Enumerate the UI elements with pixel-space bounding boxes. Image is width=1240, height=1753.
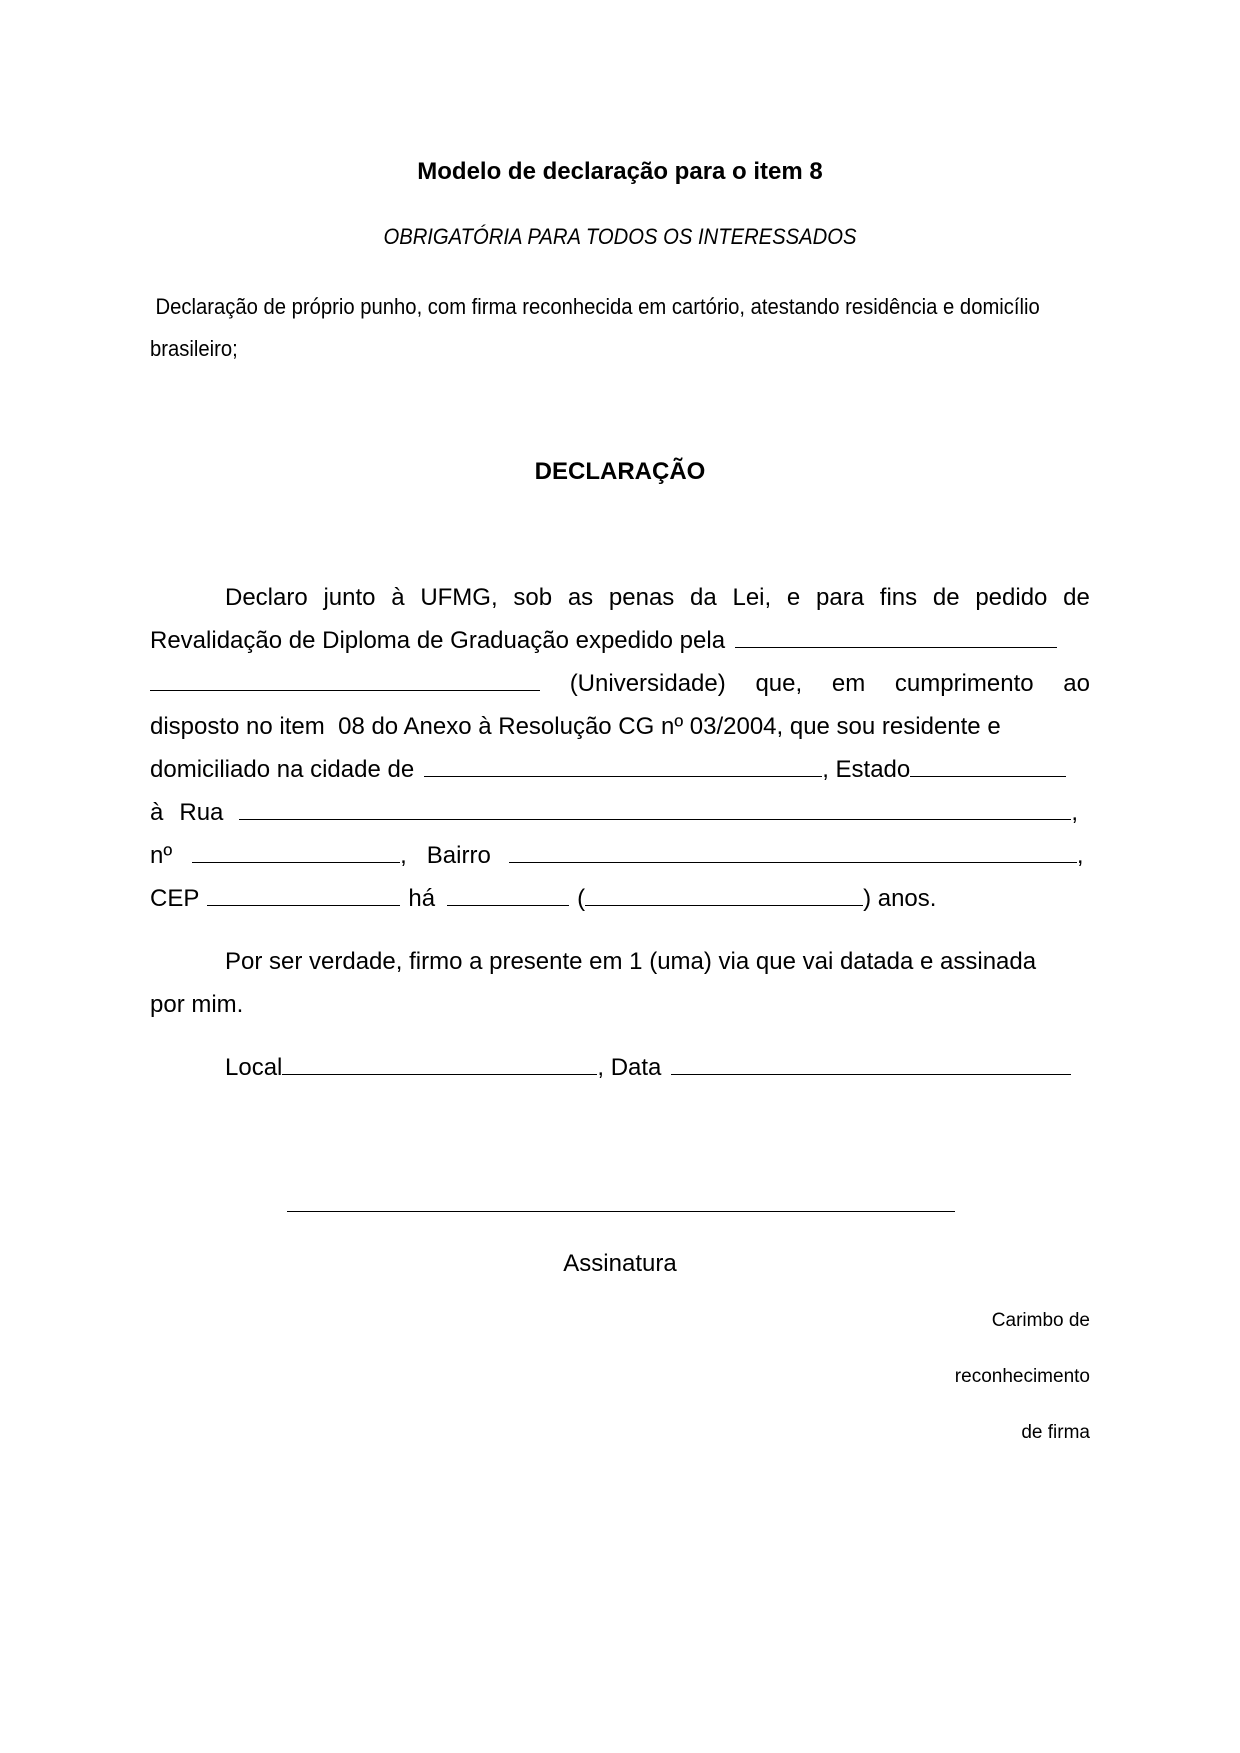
state-label: , Estado [822,756,911,783]
stamp-line-3: de firma [1021,1422,1090,1443]
word: da [690,584,717,611]
word: pedido [975,584,1048,611]
paragraph-2-line-2 [150,983,1090,1026]
body-line-8 [150,877,1090,920]
intro-line-2 [150,328,1015,370]
word: de [1063,584,1090,611]
university-blank-continued[interactable] [150,690,540,691]
body-line-3 [150,662,1090,705]
p2-text-1: Por ser verdade, firmo a presente em 1 (uma) via que vai datada e assinada [225,948,1037,975]
cep-blank[interactable] [207,905,400,906]
body-line-7 [150,834,1090,877]
body-line-2 [150,619,1090,662]
local-date-line [225,1046,1090,1089]
ha-label: há [408,885,436,912]
number-blank[interactable] [192,862,400,863]
local-label: Local [225,1054,283,1081]
word: para [816,584,865,611]
body-line-1 [225,576,1090,619]
word: que, [755,670,803,697]
word: sob [513,584,553,611]
intro-line-1 [150,286,1096,328]
stamp-line-2: reconhecimento [954,1366,1090,1387]
body-line-6 [150,791,1090,834]
body-line-4 [150,705,1090,748]
comma: , [1076,842,1084,869]
street-label: Rua [179,799,224,826]
neighborhood-blank[interactable] [509,862,1077,863]
word: cumprimento [894,670,1034,697]
street-blank[interactable] [239,819,1071,820]
body-line-5 [150,748,1090,791]
comma: , [1071,799,1079,826]
paragraph-2-line-1 [225,940,1090,983]
university-blank[interactable] [735,647,1057,648]
local-blank[interactable] [282,1074,597,1075]
word: e [786,584,801,611]
word: penas [608,584,675,611]
word: Declaro [225,584,308,611]
neighborhood-label: , Bairro [400,842,491,869]
signature-label: Assinatura [563,1250,677,1277]
word: UFMG, [420,584,498,611]
stamp-line-1: Carimbo de [991,1310,1090,1331]
a-label: à [150,799,164,826]
number-label: nº [150,842,173,869]
intro-paragraph [150,286,1090,370]
word: fins [879,584,918,611]
word: em [831,670,866,697]
years-label: ) anos. [863,885,937,912]
document-subtitle: OBRIGATÓRIA PARA TODOS OS INTERESSADOS [383,224,857,249]
city-blank[interactable] [424,776,822,777]
city-label: domiciliado na cidade de [150,756,415,783]
universidade-label: (Universidade) [569,670,726,697]
open-paren: ( [577,885,586,912]
intro-text-2: brasileiro; [150,336,238,361]
document-title: Modelo de declaração para o item 8 [417,158,823,185]
word: as [567,584,594,611]
years-words-blank[interactable] [585,905,863,906]
date-label: , Data [597,1054,662,1081]
declaration-heading: DECLARAÇÃO [534,458,706,485]
word: de [932,584,960,611]
p2-text-2: por mim. [150,991,244,1018]
state-blank[interactable] [910,776,1066,777]
cep-label: CEP [150,885,200,912]
line-4-text: disposto no item 08 do Anexo à Resolução CG nº 03/2004, que sou residente e [150,713,1001,740]
word: ao [1063,670,1090,697]
word: Lei, [732,584,772,611]
years-number-blank[interactable] [447,905,569,906]
intro-text-1: Declaração de próprio punho, com firma reconhecida em cartório, atestando residência e domicílio [155,294,1040,319]
word: junto [323,584,376,611]
signature-line[interactable] [287,1211,955,1212]
word: à [391,584,405,611]
line-2-text: Revalidação de Diploma de Graduação expedido pela [150,627,726,654]
date-blank[interactable] [671,1074,1071,1075]
